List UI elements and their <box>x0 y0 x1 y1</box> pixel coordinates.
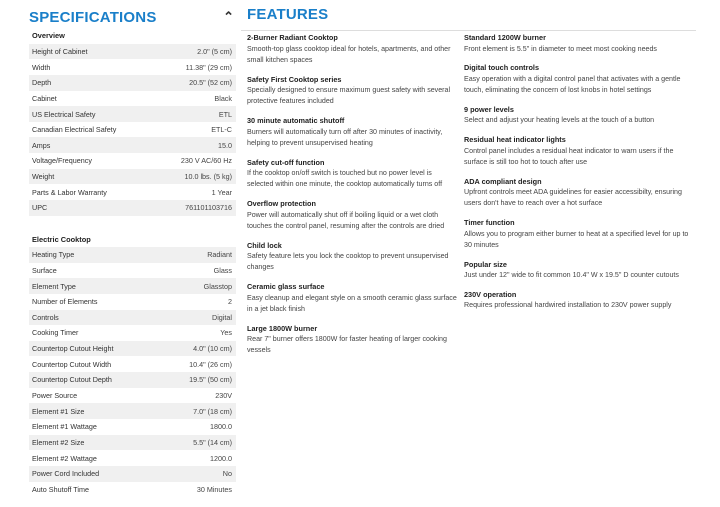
spec-value: 1200.0 <box>210 453 232 463</box>
spec-row <box>29 450 236 466</box>
features-column-right <box>464 33 694 320</box>
spec-label: Amps <box>32 140 51 150</box>
specifications-title: SPECIFICATIONS <box>29 8 157 26</box>
spec-row <box>29 403 236 419</box>
features-column-left <box>247 33 457 365</box>
feature-item <box>464 105 694 127</box>
spec-label: Countertop Cutout Height <box>32 344 114 354</box>
spec-value: 1 Year <box>211 187 232 197</box>
spec-label: Parts & Labor Warranty <box>32 187 107 197</box>
spec-row <box>29 419 236 435</box>
features-divider <box>241 30 696 31</box>
feature-title: Popular size <box>464 259 507 269</box>
spec-label: Height of Cabinet <box>32 46 88 56</box>
spec-row <box>29 310 236 326</box>
feature-description: Control panel includes a residual heat indicator to warn users if the surface is still too hot to touch after use <box>464 146 674 166</box>
feature-title: 230V operation <box>464 289 517 299</box>
spec-value: 230V <box>215 391 232 401</box>
feature-title: 30 minute automatic shutoff <box>247 116 345 125</box>
spec-label: Auto Shutoff Time <box>32 484 90 494</box>
feature-description: Requires professional hardwired installation to 230V power supply <box>464 301 672 310</box>
spec-label: Controls <box>32 312 59 322</box>
features-title: FEATURES <box>247 6 329 23</box>
feature-title: Timer function <box>464 218 515 228</box>
spec-row <box>29 372 236 388</box>
feature-item <box>464 63 694 96</box>
spec-value: 2.0" (5 cm) <box>197 46 232 56</box>
feature-description: If the cooktop on/off switch is touched but no power level is selected within one minute, the cooktop automatically turns off <box>247 169 443 189</box>
feature-title: ADA compliant design <box>464 176 542 186</box>
spec-value: Radiant <box>207 250 232 260</box>
spec-row <box>29 325 236 341</box>
spec-label: Weight <box>32 172 55 182</box>
spec-label: Element Type <box>32 281 76 291</box>
feature-title: Residual heat indicator lights <box>464 135 566 145</box>
spec-value: ETL-C <box>211 125 232 135</box>
spec-row <box>29 122 236 138</box>
feature-description: Smooth-top glass cooktop ideal for hotels, apartments, and other small kitchen spaces <box>247 44 451 64</box>
spec-label: Power Source <box>32 391 78 401</box>
spec-row <box>29 75 236 91</box>
spec-value: 5.5" (14 cm) <box>193 437 232 447</box>
feature-title: 2-Burner Radiant Cooktop <box>247 33 338 42</box>
spec-value: Yes <box>220 328 232 338</box>
feature-item <box>464 177 694 210</box>
feature-item <box>464 260 694 282</box>
spec-label: Element #2 Size <box>32 437 85 447</box>
spec-value: 11.38" (29 cm) <box>185 62 232 72</box>
spec-value: 30 Minutes <box>196 484 232 494</box>
feature-item <box>247 199 457 232</box>
feature-description: Allows you to program either burner to heat at a specified level for up to 30 minutes <box>464 229 689 249</box>
feature-item <box>464 33 694 55</box>
feature-item <box>247 324 457 357</box>
spec-row <box>29 278 236 294</box>
spec-label: Depth <box>32 78 52 88</box>
spec-row <box>29 294 236 310</box>
spec-label: US Electrical Safety <box>32 109 96 119</box>
spec-row <box>29 44 236 60</box>
spec-label: Voltage/Frequency <box>32 156 92 166</box>
feature-item <box>464 135 694 168</box>
feature-title: Standard 1200W burner <box>464 33 546 42</box>
spec-row <box>29 356 236 372</box>
spec-value: Black <box>214 93 232 103</box>
spec-row <box>29 59 236 75</box>
spec-value: 1800.0 <box>210 422 232 432</box>
spec-row <box>29 263 236 279</box>
feature-item <box>464 218 694 251</box>
spec-value: 19.5" (50 cm) <box>189 375 232 385</box>
spec-label: Canadian Electrical Safety <box>32 125 117 135</box>
feature-title: Digital touch controls <box>464 63 539 73</box>
spec-row <box>29 137 236 153</box>
spec-row <box>29 435 236 451</box>
feature-title: 9 power levels <box>464 104 514 114</box>
feature-description: Easy operation with a digital control panel that activates with a gentle touch, eliminating the concern of lost knobs in hotel settings <box>464 74 681 94</box>
spec-label: Width <box>32 62 51 72</box>
spec-label: Element #1 Wattage <box>32 422 97 432</box>
chevron-up-icon[interactable]: ⌃ <box>223 9 234 24</box>
spec-row <box>29 91 236 107</box>
spec-label: Cooking Timer <box>32 328 79 338</box>
spec-label: Element #1 Size <box>32 406 85 416</box>
spec-label: Heating Type <box>32 250 75 260</box>
spec-section-electric-cooktop: Electric Cooktop <box>32 234 91 244</box>
feature-description: Select and adjust your heating levels at the touch of a button <box>464 116 655 125</box>
feature-title: Child lock <box>247 240 282 250</box>
feature-item <box>247 116 457 149</box>
spec-value: Glasstop <box>203 281 232 291</box>
spec-row <box>29 341 236 357</box>
feature-item <box>247 75 457 108</box>
feature-title: Ceramic glass surface <box>247 282 325 291</box>
spec-row <box>29 247 236 263</box>
feature-description: Burners will automatically turn off after 30 minutes of inactivity, helping to prevent unsupervised heating <box>247 127 443 147</box>
spec-value: No <box>222 469 232 479</box>
specifications-panel <box>29 0 236 497</box>
feature-item <box>247 241 457 274</box>
spec-row <box>29 482 236 498</box>
spec-label: Countertop Cutout Width <box>32 359 112 369</box>
feature-description: Rear 7" burner offers 1800W for faster heating of larger cooking vessels <box>247 335 447 355</box>
spec-table <box>29 28 236 497</box>
spec-value: Digital <box>212 312 232 322</box>
feature-description: Just under 12" wide to fit common 10.4" W x 19.5" D counter cutouts <box>464 271 679 280</box>
spec-value: 230 V AC/60 Hz <box>180 156 232 166</box>
spec-label: Number of Elements <box>32 297 98 307</box>
feature-title: Safety cut-off function <box>247 157 325 167</box>
feature-description: Power will automatically shut off if boiling liquid or a wet cloth touches the control panel, resuming after the controls are dried <box>247 210 445 230</box>
spec-value: Glass <box>213 265 232 275</box>
feature-title: Large 1800W burner <box>247 323 318 333</box>
feature-description: Specially designed to ensure maximum guest safety with several protective features included <box>247 86 451 106</box>
spec-row <box>29 200 236 216</box>
spec-label: UPC <box>32 203 48 213</box>
feature-item <box>247 33 457 66</box>
feature-item <box>464 290 694 312</box>
feature-description: Easy cleanup and elegant style on a smooth ceramic glass surface in a jet black finish <box>247 293 457 313</box>
specifications-header[interactable] <box>29 0 236 28</box>
spec-row <box>29 466 236 482</box>
spec-label: Cabinet <box>32 93 57 103</box>
spec-label: Element #2 Wattage <box>32 453 97 463</box>
feature-description: Safety feature lets you lock the cooktop to prevent unsupervised changes <box>247 252 449 272</box>
spec-row <box>29 388 236 404</box>
spec-value: 2 <box>228 297 232 307</box>
feature-description: Upfront controls meet ADA guidelines for easier accessibilty, ensuring users don't have to reach over a hot surface <box>464 188 682 208</box>
spec-value: 4.0" (10 cm) <box>193 344 232 354</box>
spec-value: 10.0 lbs. (5 kg) <box>184 172 232 182</box>
spec-row <box>29 169 236 185</box>
spec-value: 15.0 <box>218 140 232 150</box>
spec-value: 7.0" (18 cm) <box>193 406 232 416</box>
spec-row <box>29 153 236 169</box>
spec-value: ETL <box>218 109 232 119</box>
feature-description: Front element is 5.5" in diameter to meet most cooking needs <box>464 44 657 53</box>
feature-item <box>247 282 457 315</box>
feature-title: Safety First Cooktop series <box>247 74 342 84</box>
spec-label: Surface <box>32 265 57 275</box>
spec-value: 20.5" (52 cm) <box>189 78 232 88</box>
spec-row <box>29 184 236 200</box>
feature-title: Overflow protection <box>247 199 316 208</box>
spec-row <box>29 106 236 122</box>
feature-item <box>247 158 457 191</box>
spec-label: Power Cord Included <box>32 469 100 479</box>
spec-value: 761101103716 <box>185 203 232 213</box>
spec-section-overview: Overview <box>32 31 65 41</box>
spec-label: Countertop Cutout Depth <box>32 375 112 385</box>
spec-value: 10.4" (26 cm) <box>189 359 232 369</box>
